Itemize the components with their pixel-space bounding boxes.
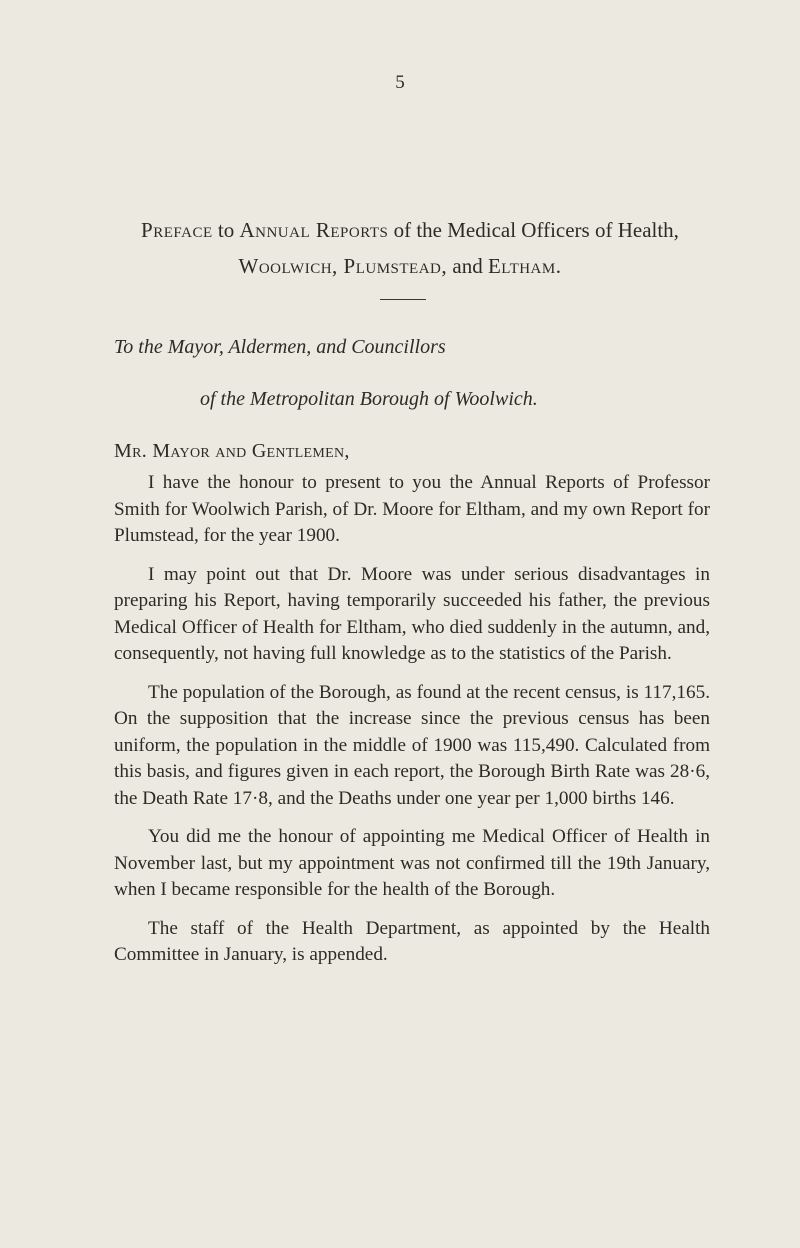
document-heading bbox=[0, 212, 800, 284]
paragraph-3: The population of the Borough, as found at the recent census, is 117,165. On the supposition that the increase since the previous census has been uniform, the population in the middle of 1900 was 115,490. Calculated from this basis, and figures given in each report, the Borough Birth Rate was 28·6, the Death Rate 17·8, and the Deaths under one year per 1,000 births 146. bbox=[114, 681, 710, 809]
heading-medical-officers: of the Medical Officers of Health, bbox=[388, 218, 679, 242]
heading-line-1 bbox=[0, 212, 800, 248]
salutation: Mr. Mayor and Gentlemen, bbox=[114, 440, 350, 462]
heading-divider bbox=[380, 299, 426, 300]
page-number: 5 bbox=[395, 72, 405, 93]
heading-line-2 bbox=[0, 248, 800, 284]
heading-places: Woolwich, Plumstead, bbox=[238, 254, 448, 278]
paragraph-1: I have the honour to present to you the Annual Reports of Professor Smith for Woolwich Parish, of Dr. Moore for Eltham, and my own Report for Plumstead, for the year 1900. bbox=[114, 472, 710, 546]
paragraph-5: The staff of the Health Department, as appointed by the Health Committee in January, is appended. bbox=[114, 917, 710, 965]
heading-preface: Preface bbox=[141, 218, 213, 242]
heading-and: and bbox=[447, 254, 488, 278]
letter-body bbox=[114, 470, 710, 981]
heading-annual-reports: Annual Reports bbox=[239, 218, 389, 242]
paragraph-4: You did me the honour of appointing me Medical Officer of Health in November last, but my appointment was not confirmed till the 19th January, when I became responsible for the health of the Borough. bbox=[114, 826, 710, 900]
address-line-2: of the Metropolitan Borough of Woolwich. bbox=[200, 388, 538, 410]
heading-to: to bbox=[212, 218, 240, 242]
address-line-1: To the Mayor, Aldermen, and Councillors bbox=[114, 336, 446, 358]
heading-eltham: Eltham. bbox=[487, 254, 562, 278]
paragraph-2: I may point out that Dr. Moore was under serious disadvantages in preparing his Report, having temporarily succeeded his father, the previous Medical Officer of Health for Eltham, who died suddenly in the autumn, and, consequently, not having full knowledge as to the statistics of the Parish. bbox=[114, 563, 710, 664]
